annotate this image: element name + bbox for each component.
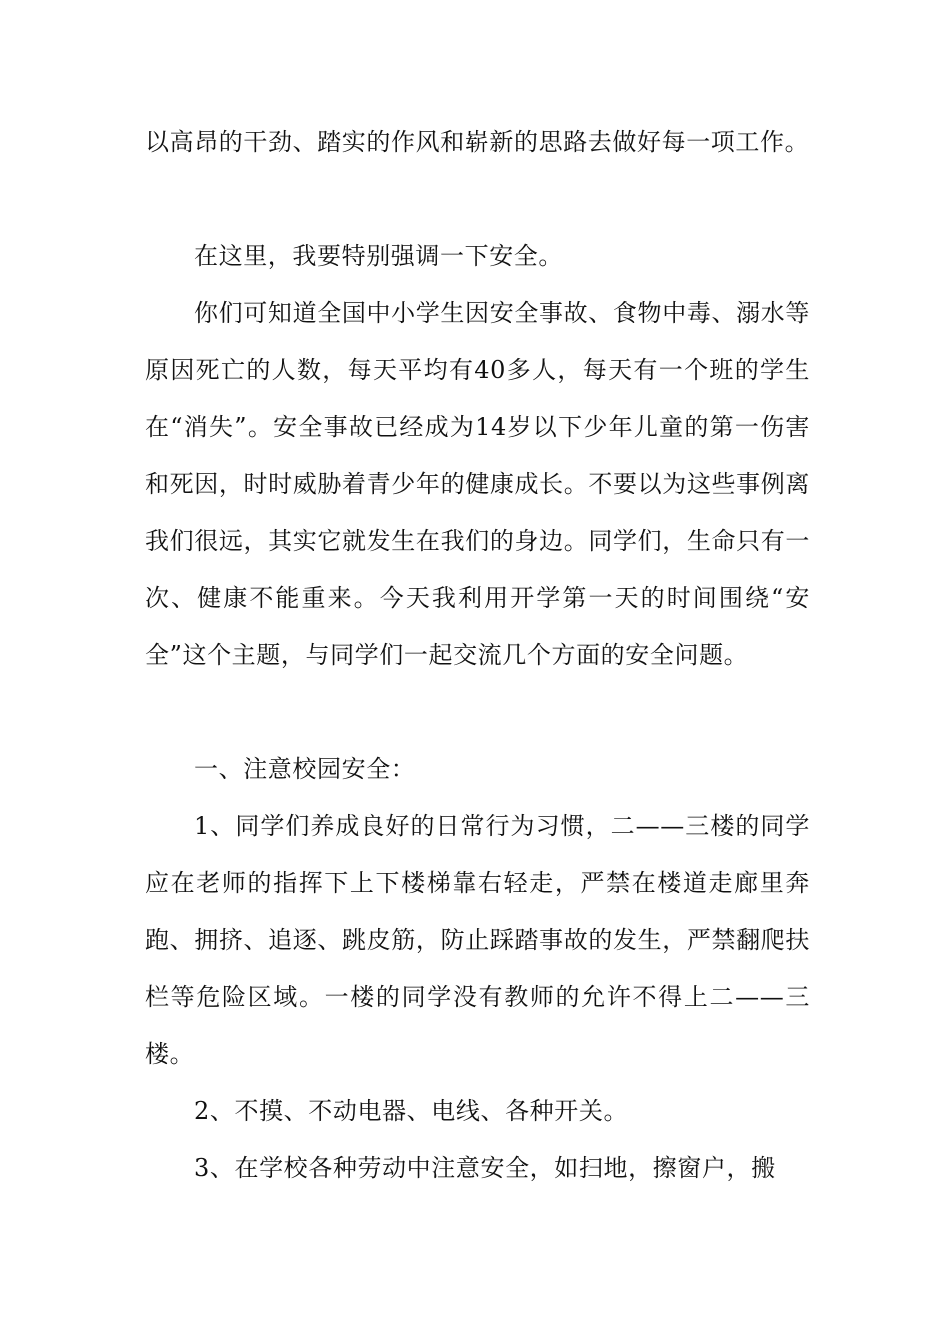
section-heading-campus-safety: 一、注意校园安全： [194,755,416,783]
list-item-1: 1、同学们养成良好的日常行为习惯，二——三楼的同学应在老师的指挥下上下楼梯靠右轻走，严禁在楼道走廊里奔跑、拥挤、追逐、跳皮筋，防止踩踏事故的发生，严禁翻爬扶栏等危险区域。一楼的同学没有教师的允许不得上二——三楼。 [145,812,810,1068]
paragraph-safety-statistics: 你们可知道全国中小学生因安全事故、食物中毒、溺水等原因死亡的人数，每天平均有40多人，每天有一个班的学生在“消失”。安全事故已经成为14岁以下少年儿童的第一伤害和死因，时时威胁着青少年的健康成长。不要以为这些事例离我们很远，其实它就发生在我们的身边。同学们，生命只有一次、健康不能重来。今天我利用开学第一天的时间围绕“安全”这个主题，与同学们一起交流几个方面的安全问题。 [145,299,810,669]
list-item-2: 2、不摸、不动电器、电线、各种开关。 [194,1097,629,1125]
list-item-3: 3、在学校各种劳动中注意安全，如扫地，擦窗户，搬 [194,1154,776,1182]
paragraph-safety-emphasis: 在这里，我要特别强调一下安全。 [194,242,563,270]
paragraph-continuation: 以高昂的干劲、踏实的作风和崭新的思路去做好每一项工作。 [145,128,810,156]
